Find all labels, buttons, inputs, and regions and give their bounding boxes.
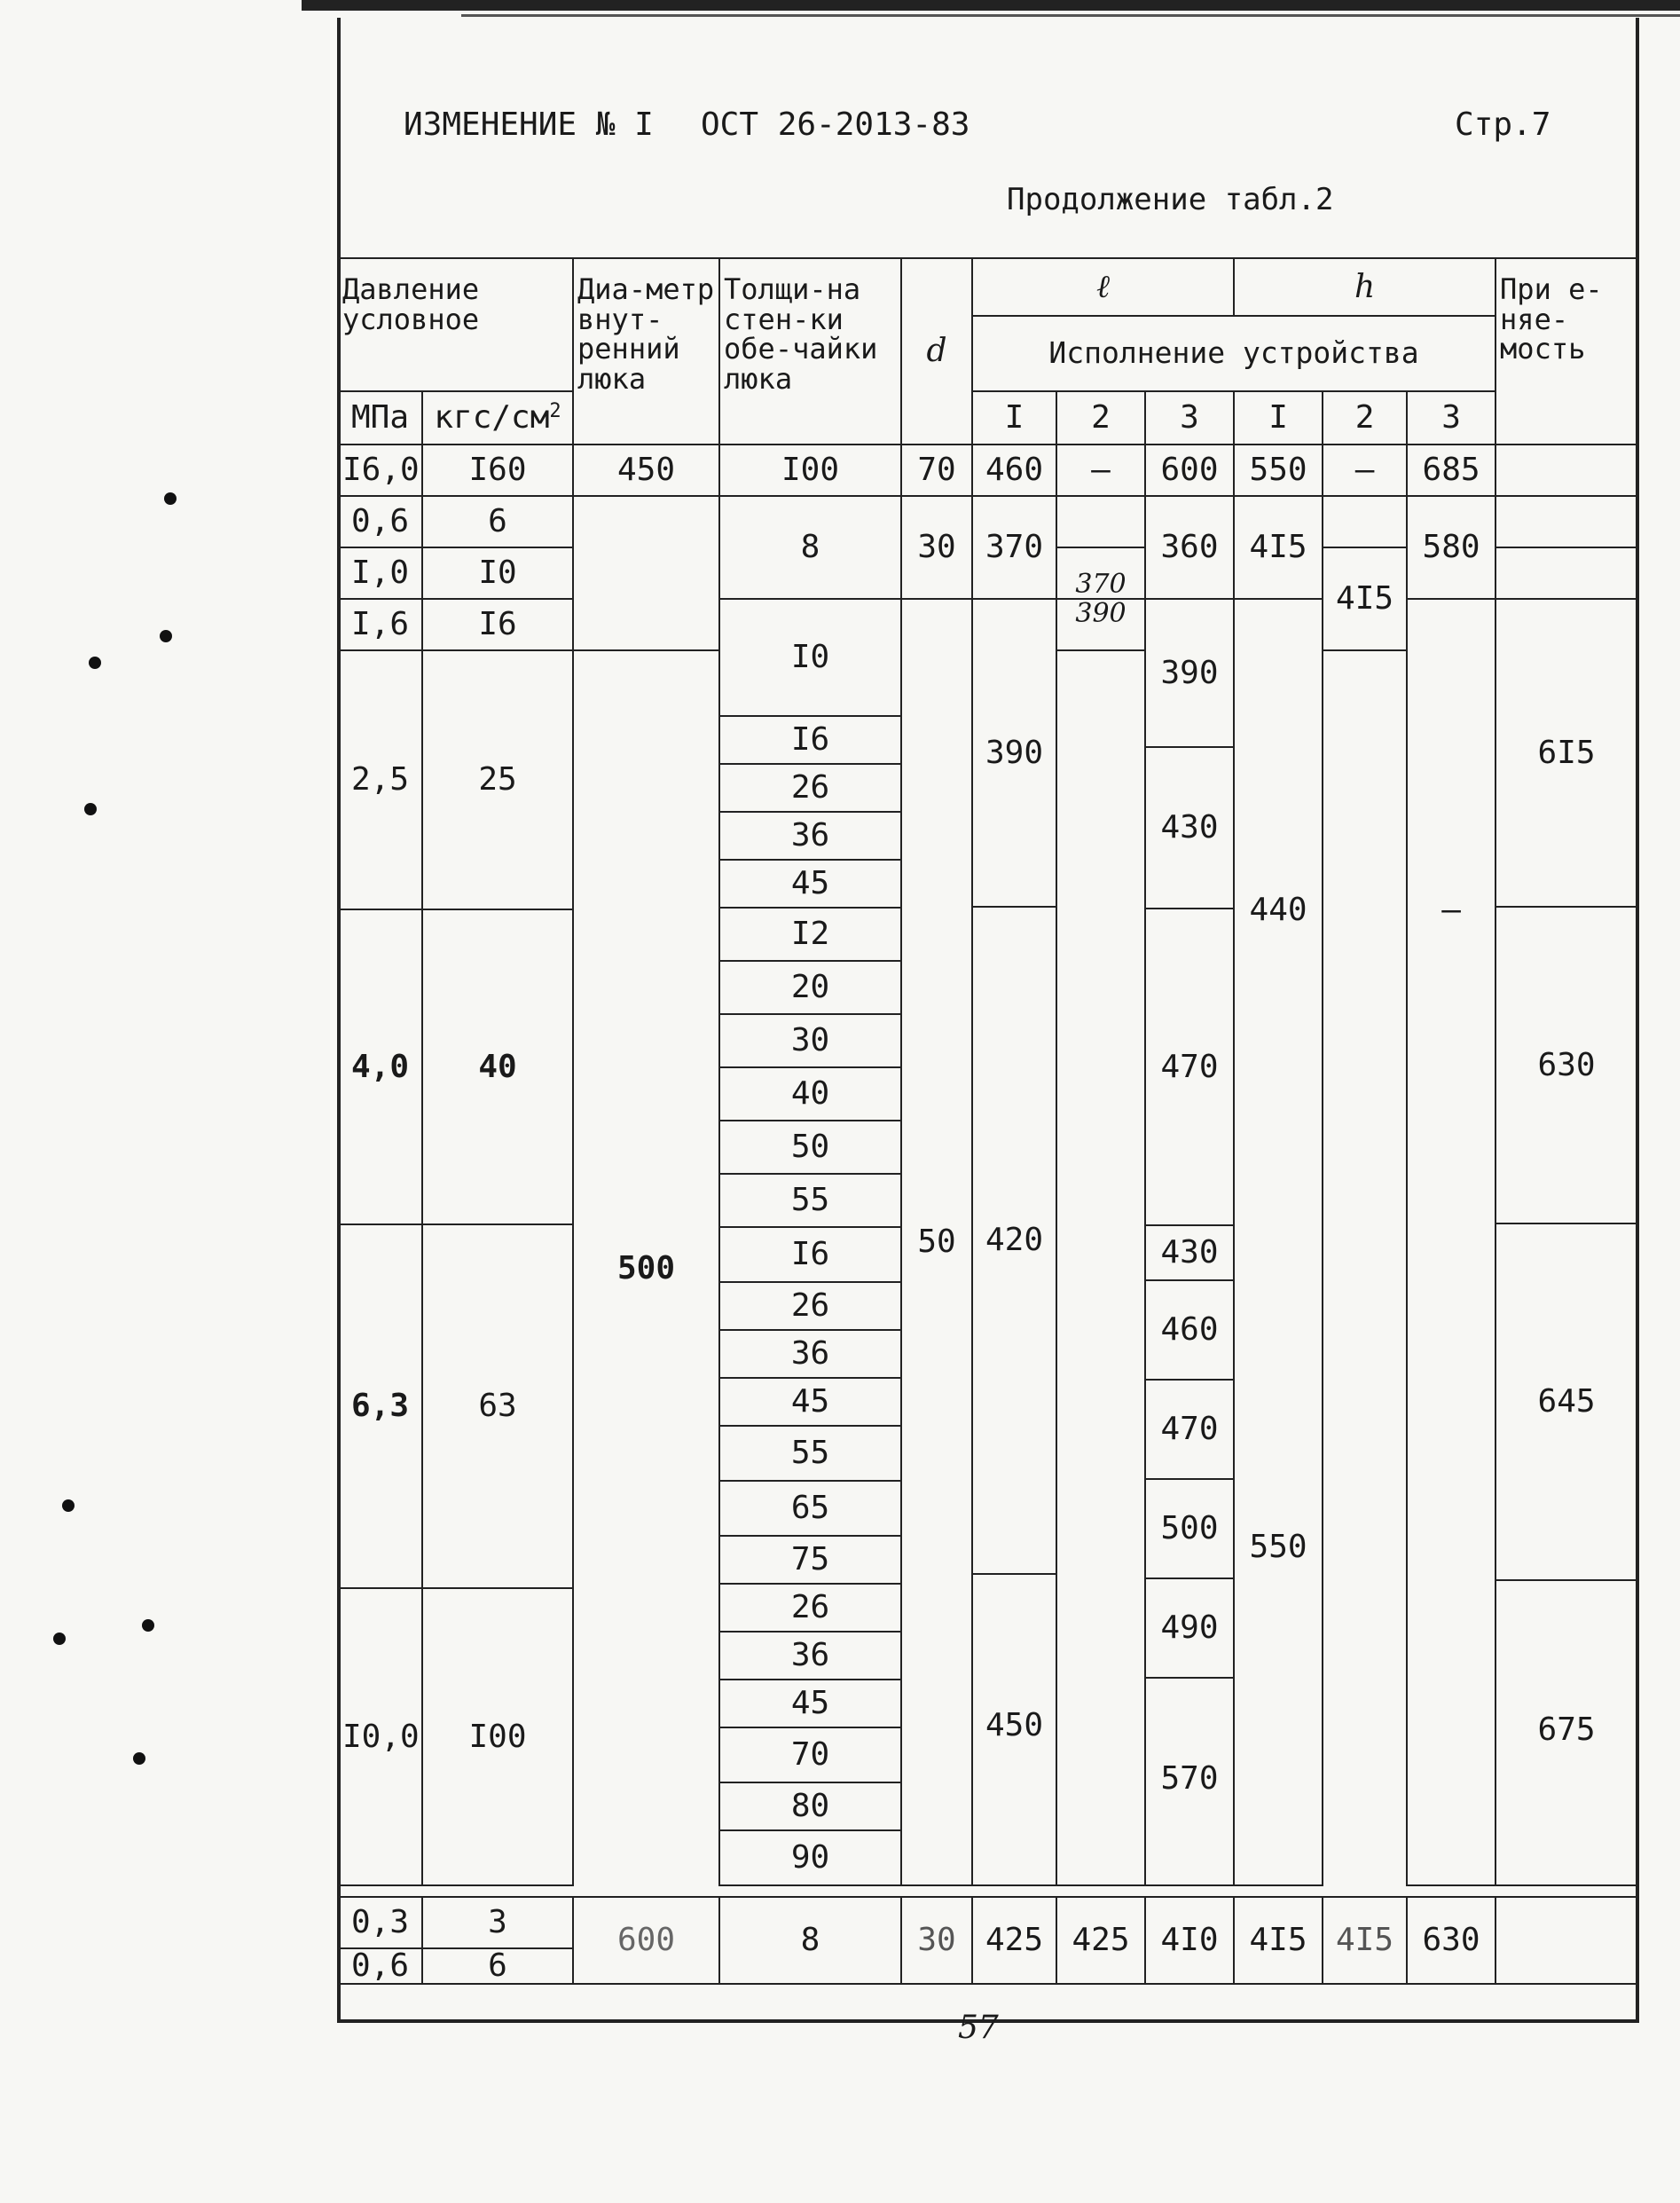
cell-h1: 4I5 bbox=[1234, 496, 1323, 599]
cell-mpa: 2,5 bbox=[338, 650, 422, 909]
cell-h2: – bbox=[1323, 445, 1407, 496]
header-applicability: При е-няе-мость bbox=[1496, 258, 1637, 445]
thickness-value: 75 bbox=[720, 1537, 900, 1585]
cell-kgf: 6 bbox=[422, 1948, 573, 1984]
h3-value: 675 bbox=[1537, 1711, 1596, 1748]
cell-kgf: 3 bbox=[422, 1897, 573, 1948]
cell-mpa: 0,6 bbox=[338, 1948, 422, 1984]
header-h: h bbox=[1234, 258, 1496, 316]
h3-value: 645 bbox=[1496, 1224, 1637, 1581]
cell-thickness: I00 bbox=[719, 445, 901, 496]
header-kgf bbox=[422, 391, 573, 445]
cell-kgf: 40 bbox=[422, 909, 573, 1224]
thickness-value: 50 bbox=[720, 1121, 900, 1175]
thickness-value: I6 bbox=[720, 717, 900, 765]
l3-value: 430 bbox=[1146, 1226, 1233, 1281]
data-table-bottom bbox=[337, 1896, 1638, 1985]
cell-kgf: I0 bbox=[422, 547, 573, 599]
thickness-value: 36 bbox=[720, 1633, 900, 1680]
cell-h1: 550 bbox=[1234, 445, 1323, 496]
h1-value: 550 bbox=[1249, 1528, 1307, 1565]
cell-kgf: 25 bbox=[422, 650, 573, 909]
l3-value: 490 bbox=[1146, 1579, 1233, 1679]
cell-h3-group bbox=[1496, 599, 1637, 1885]
cell-diameter: 450 bbox=[573, 445, 719, 496]
header-kgf-exponent: 2 bbox=[549, 400, 561, 423]
cell-l1: 370 bbox=[972, 496, 1056, 599]
standard-number: ОСТ 26-2013-83 bbox=[701, 106, 970, 143]
cell-d: 30 bbox=[901, 1897, 972, 1984]
exec-l-3: 3 bbox=[1145, 391, 1234, 445]
thickness-value: 30 bbox=[720, 1015, 900, 1068]
h1-value: 440 bbox=[1249, 892, 1307, 929]
header-thickness: Толщи-на стен-ки обе-чайки люка bbox=[719, 258, 901, 445]
cell-thickness-group bbox=[719, 599, 901, 1885]
cell-diameter: 600 bbox=[573, 1897, 719, 1984]
cell-kgf: I6 bbox=[422, 599, 573, 650]
thickness-value: 90 bbox=[790, 1839, 830, 1876]
l3-value: 470 bbox=[1146, 909, 1233, 1226]
scan-speck bbox=[133, 1752, 145, 1765]
thickness-value: 65 bbox=[720, 1482, 900, 1537]
cell-h2: 4I5 bbox=[1323, 1897, 1407, 1984]
cell-h3: 580 bbox=[1407, 496, 1496, 599]
cell-kgf: I60 bbox=[422, 445, 573, 496]
cell-applicability bbox=[1496, 1897, 1637, 1984]
scan-speck bbox=[53, 1633, 66, 1645]
cell-l3: 360 bbox=[1145, 496, 1234, 599]
sheet-number: 57 bbox=[958, 2010, 999, 2046]
cell-h1-group bbox=[1234, 599, 1323, 1885]
change-label: ИЗМЕНЕНИЕ № I bbox=[404, 106, 654, 143]
cell-l2-column bbox=[1056, 650, 1145, 1885]
exec-h-2: 2 bbox=[1323, 391, 1407, 445]
l3-value: 570 bbox=[1160, 1759, 1219, 1797]
header-diameter: Диа-метр внут-ренний люка bbox=[573, 258, 719, 445]
scan-speck bbox=[164, 492, 177, 505]
cell-l2-handwritten: 390 bbox=[1056, 599, 1145, 650]
header-kgf-unit: кгс/см bbox=[434, 399, 550, 437]
table-row bbox=[338, 445, 1637, 496]
cell-mpa: 4,0 bbox=[338, 909, 422, 1224]
exec-l-2: 2 bbox=[1056, 391, 1145, 445]
table-row bbox=[338, 1897, 1637, 1948]
cell-h2: 4I5 bbox=[1323, 547, 1407, 650]
cell-diameter: 500 bbox=[573, 650, 719, 1885]
cell-l1-group bbox=[972, 599, 1056, 1885]
h2-value: – bbox=[1441, 892, 1461, 929]
table-continuation: Продолжение табл.2 bbox=[1007, 182, 1334, 217]
cell-l2 bbox=[1056, 496, 1145, 547]
cell-h1: 4I5 bbox=[1234, 1897, 1323, 1984]
scan-speck bbox=[89, 657, 101, 669]
thickness-value: 45 bbox=[720, 1680, 900, 1728]
page-number: Стр.7 bbox=[1455, 106, 1551, 143]
exec-l-1: I bbox=[972, 391, 1056, 445]
data-table bbox=[337, 257, 1638, 1886]
cell-applicability bbox=[1496, 547, 1637, 599]
l3-value: 390 bbox=[1146, 600, 1233, 748]
thickness-value: 26 bbox=[720, 1283, 900, 1331]
cell-d: 50 bbox=[901, 599, 972, 1885]
cell-l3: 4I0 bbox=[1145, 1897, 1234, 1984]
cell-l1: 425 bbox=[972, 1897, 1056, 1984]
thickness-value: 26 bbox=[720, 765, 900, 813]
l3-value: 500 bbox=[1146, 1480, 1233, 1579]
cell-applicability bbox=[1496, 445, 1637, 496]
l1-value: 390 bbox=[973, 600, 1056, 908]
thickness-value: 36 bbox=[720, 813, 900, 861]
thickness-value: I2 bbox=[720, 909, 900, 962]
cell-thickness: 8 bbox=[719, 496, 901, 599]
thickness-value: 55 bbox=[720, 1427, 900, 1482]
header-execution: Исполнение устройства bbox=[972, 316, 1496, 391]
h3-value: 630 bbox=[1496, 908, 1637, 1224]
scan-edge-line bbox=[461, 14, 1680, 17]
cell-applicability bbox=[1496, 496, 1637, 547]
header-l: ℓ bbox=[972, 258, 1234, 316]
cell-kgf: 63 bbox=[422, 1224, 573, 1588]
cell-mpa: I,0 bbox=[338, 547, 422, 599]
thickness-value: 45 bbox=[720, 1379, 900, 1427]
table-row bbox=[338, 496, 1637, 547]
cell-l3-group bbox=[1145, 599, 1234, 1885]
l3-value: 430 bbox=[1146, 748, 1233, 909]
scan-speck bbox=[84, 803, 97, 815]
cell-h2-group bbox=[1407, 599, 1496, 1885]
cell-diameter bbox=[573, 496, 719, 650]
cell-d: 70 bbox=[901, 445, 972, 496]
l1-value: 420 bbox=[973, 908, 1056, 1575]
header-mpa: МПа bbox=[338, 391, 422, 445]
cell-thickness: 8 bbox=[719, 1897, 901, 1984]
cell-l2: – bbox=[1056, 445, 1145, 496]
thickness-value: 26 bbox=[720, 1585, 900, 1633]
cell-h3: 685 bbox=[1407, 445, 1496, 496]
thickness-value: 45 bbox=[720, 861, 900, 909]
cell-h3: 630 bbox=[1407, 1897, 1496, 1984]
header-pressure: Давление условное bbox=[338, 258, 573, 391]
cell-l2: 425 bbox=[1056, 1897, 1145, 1984]
thickness-value: I0 bbox=[720, 600, 900, 717]
cell-mpa: I0,0 bbox=[338, 1588, 422, 1885]
thickness-value: 70 bbox=[720, 1728, 900, 1783]
header-d: d bbox=[901, 258, 972, 445]
scan-speck bbox=[160, 630, 172, 642]
thickness-value: I6 bbox=[720, 1228, 900, 1283]
cell-mpa: 0,6 bbox=[338, 496, 422, 547]
cell-l2-handwritten: 370 bbox=[1056, 547, 1145, 599]
cell-mpa: 0,3 bbox=[338, 1897, 422, 1948]
thickness-value: 80 bbox=[720, 1783, 900, 1831]
cell-d: 30 bbox=[901, 496, 972, 599]
thickness-value: 55 bbox=[720, 1175, 900, 1228]
cell-mpa: I,6 bbox=[338, 599, 422, 650]
table-row bbox=[338, 599, 1637, 650]
scan-speck bbox=[142, 1619, 154, 1632]
cell-h2 bbox=[1323, 496, 1407, 547]
l3-value: 470 bbox=[1146, 1381, 1233, 1480]
exec-h-1: I bbox=[1234, 391, 1323, 445]
l1-value: 450 bbox=[985, 1707, 1044, 1744]
l3-value: 460 bbox=[1146, 1281, 1233, 1381]
scan-edge bbox=[302, 0, 1680, 11]
thickness-value: 36 bbox=[720, 1331, 900, 1379]
cell-mpa: 6,3 bbox=[338, 1224, 422, 1588]
cell-l3: 600 bbox=[1145, 445, 1234, 496]
thickness-value: 40 bbox=[720, 1068, 900, 1121]
cell-kgf: 6 bbox=[422, 496, 573, 547]
scan-speck bbox=[62, 1499, 75, 1512]
cell-l1: 460 bbox=[972, 445, 1056, 496]
exec-h-3: 3 bbox=[1407, 391, 1496, 445]
h3-value: 6I5 bbox=[1496, 600, 1637, 908]
cell-kgf: I00 bbox=[422, 1588, 573, 1885]
cell-mpa: I6,0 bbox=[338, 445, 422, 496]
thickness-value: 20 bbox=[720, 962, 900, 1015]
